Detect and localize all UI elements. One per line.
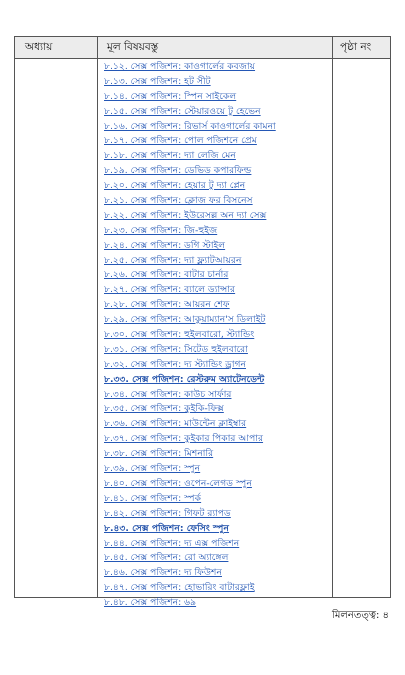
- toc-entry-link[interactable]: [104, 60, 330, 75]
- table-header: [15, 37, 390, 59]
- toc-entry-label: ৮.১৮. সেক্স পজিশন: দ্যা লেজি মেন: [104, 150, 236, 162]
- toc-entry-link[interactable]: [104, 522, 330, 537]
- toc-entry-label: ৮.১২. সেক্স পজিশন: কাওগার্লের কবজায়: [104, 61, 256, 72]
- toc-entry-label: ৮.৩৪. সেক্স পজিশন: কাউচ সার্ফার: [104, 388, 232, 400]
- toc-entry-label: ৮.২৩. সেক্স পজিশন: জি-হুইজ: [104, 224, 218, 236]
- toc-entry-link[interactable]: [104, 75, 330, 90]
- toc-entry-link[interactable]: [104, 149, 330, 164]
- toc-entry-link[interactable]: [104, 268, 330, 283]
- toc-entry-link[interactable]: [104, 328, 330, 343]
- toc-entry-link[interactable]: [104, 462, 330, 477]
- toc-entry-link[interactable]: [104, 90, 330, 105]
- column-header-chapter: অধ্যায়: [25, 41, 53, 53]
- toc-entry-link[interactable]: [104, 566, 330, 581]
- toc-entry-label: ৮.১৪. সেক্স পজিশন: স্পিন সাইকেল: [104, 90, 237, 102]
- toc-entry-list: [104, 60, 330, 611]
- toc-entry-link[interactable]: [104, 477, 330, 492]
- toc-entry-link[interactable]: [104, 105, 330, 120]
- toc-entry-label: ৮.৩১. সেক্স পজিশন: সিটেড হুইলবারো: [104, 343, 248, 355]
- toc-entry-label: ৮.৩৩. সেক্স পজিশন: রেস্টরুম অ্যাটেনডেন্ট: [104, 373, 265, 385]
- toc-entry-link[interactable]: [104, 134, 330, 149]
- toc-entry-label: ৮.৪০. সেক্স পজিশন: ওপেন-লেগড স্পুন: [104, 477, 252, 489]
- toc-entry-link[interactable]: [104, 373, 330, 388]
- toc-entry-link[interactable]: [104, 120, 330, 135]
- toc-entry-link[interactable]: [104, 507, 330, 522]
- toc-entry-label: ৮.৪৬. সেক্স পজিশন: দ্য ফিউশন: [104, 567, 222, 579]
- toc-entry-link[interactable]: [104, 283, 330, 298]
- toc-entry-label: ৮.২৪. সেক্স পজিশন: ডগি স্টাইল: [104, 239, 226, 251]
- toc-entry-link[interactable]: [104, 313, 330, 328]
- toc-entry-label: ৮.৪২. সেক্স পজিশন: গিফট র‍্যাপড: [104, 507, 231, 519]
- toc-entry-label: ৮.১৫. সেক্স পজিশন: স্টেয়ারওয়ে টু হেভেন: [104, 105, 261, 117]
- toc-entry-label: ৮.১৩. সেক্স পজিশন: হট সীট: [104, 75, 211, 87]
- toc-entry-link[interactable]: [104, 209, 330, 224]
- toc-entry-link[interactable]: [104, 492, 330, 507]
- toc-entry-link[interactable]: [104, 298, 330, 313]
- toc-entry-label: ৮.২১. সেক্স পজিশন: ক্লোজ ফর বিসনেস: [104, 195, 253, 207]
- toc-entry-link[interactable]: [104, 239, 330, 254]
- toc-entry-link[interactable]: [104, 343, 330, 358]
- column-divider: [332, 37, 333, 597]
- toc-entry-label: ৮.১৬. সেক্স পজিশন: রিভার্স কাওগার্লের কামনা: [104, 120, 276, 132]
- toc-entry-label: ৮.৪৮. সেক্স পজিশন: ৬৯: [104, 597, 197, 609]
- toc-entry-label: ৮.৩২. সেক্স পজিশন: দ্য স্ট্যান্ডিং ড্রাগন: [104, 358, 246, 370]
- toc-entry-label: ৮.৪৫. সেক্স পজিশন: রো অ্যাঙ্গেল: [104, 552, 229, 564]
- toc-entry-label: ৮.৩৭. সেক্স পজিশন: কুইকার পিকার আপার: [104, 433, 264, 445]
- toc-entry-link[interactable]: [104, 432, 330, 447]
- toc-entry-link[interactable]: [104, 581, 330, 596]
- toc-entry-link[interactable]: [104, 447, 330, 462]
- column-header-subject: মূল বিষয়বস্তু: [107, 41, 159, 53]
- toc-entry-link[interactable]: [104, 402, 330, 417]
- page-footer: মিলনতত্ত্ব: ৪: [332, 610, 389, 621]
- column-divider: [97, 37, 98, 597]
- toc-entry-link[interactable]: [104, 164, 330, 179]
- toc-entry-label: ৮.২২. সেক্স পজিশন: ইউরেসল্ল অন দ্যা সেক্স: [104, 209, 267, 221]
- toc-entry-link[interactable]: [104, 224, 330, 239]
- toc-entry-label: ৮.৩৮. সেক্স পজিশন: মিশনারি: [104, 448, 214, 460]
- toc-entry-label: ৮.২৬. সেক্স পজিশন: বাটার চার্নার: [104, 269, 229, 281]
- toc-entry-link[interactable]: [104, 596, 330, 611]
- toc-entry-label: ৮.৪৩. সেক্স পজিশন: ফেসিং স্পুন: [104, 522, 230, 534]
- toc-entry-label: ৮.৩৯. সেক্স পজিশন: স্পুন: [104, 463, 201, 475]
- toc-entry-label: ৮.৩৫. সেক্স পজিশন: কুইকি-ফিক্স: [104, 403, 224, 415]
- toc-entry-label: ৮.৪৪. সেক্স পজিশন: দ্য এক্স পজিশন: [104, 537, 240, 549]
- toc-entry-link[interactable]: [104, 254, 330, 269]
- toc-entry-label: ৮.২৫. সেক্স পজিশন: দ্যা ফ্ল্যাটআয়রন: [104, 254, 242, 266]
- toc-entry-label: ৮.১৭. সেক্স পজিশন: পোল পজিশনে প্রেম: [104, 135, 257, 147]
- column-header-page: পৃষ্ঠা নং: [340, 41, 372, 53]
- toc-entry-link[interactable]: [104, 551, 330, 566]
- toc-entry-label: ৮.২৯. সেক্স পজিশন: আকুয়াম্যান'স ডিলাইট: [104, 314, 266, 326]
- toc-entry-label: ৮.৪১. সেক্স পজিশন: স্পর্ক: [104, 492, 202, 504]
- toc-entry-link[interactable]: [104, 417, 330, 432]
- toc-entry-label: ৮.৪৭. সেক্স পজিশন: হোভারিং বাটারফ্লাই: [104, 582, 255, 594]
- toc-entry-label: ৮.২৭. সেক্স পজিশন: ব্যালে ড্যান্সার: [104, 284, 236, 296]
- toc-entry-label: ৮.২০. সেক্স পজিশন: হেয়ার টু দ্যা প্লেন: [104, 180, 246, 192]
- toc-entry-label: ৮.৩০. সেক্স পজিশন: হুইলবারো, স্ট্যান্ডিং: [104, 329, 255, 341]
- toc-entry-link[interactable]: [104, 537, 330, 552]
- toc-entry-link[interactable]: [104, 179, 330, 194]
- table-of-contents: [14, 36, 391, 609]
- toc-entry-label: ৮.১৯. সেক্স পজিশন: ডেভিড কপারফিল্ড: [104, 165, 252, 177]
- toc-entry-label: ৮.২৮. সেক্স পজিশন: আয়রন শেফ: [104, 299, 230, 311]
- toc-entry-link[interactable]: [104, 194, 330, 209]
- toc-entry-link[interactable]: [104, 358, 330, 373]
- toc-entry-label: ৮.৩৬. সেক্স পজিশন: মাউন্টেন ক্লাইম্বার: [104, 418, 247, 430]
- toc-entry-link[interactable]: [104, 388, 330, 403]
